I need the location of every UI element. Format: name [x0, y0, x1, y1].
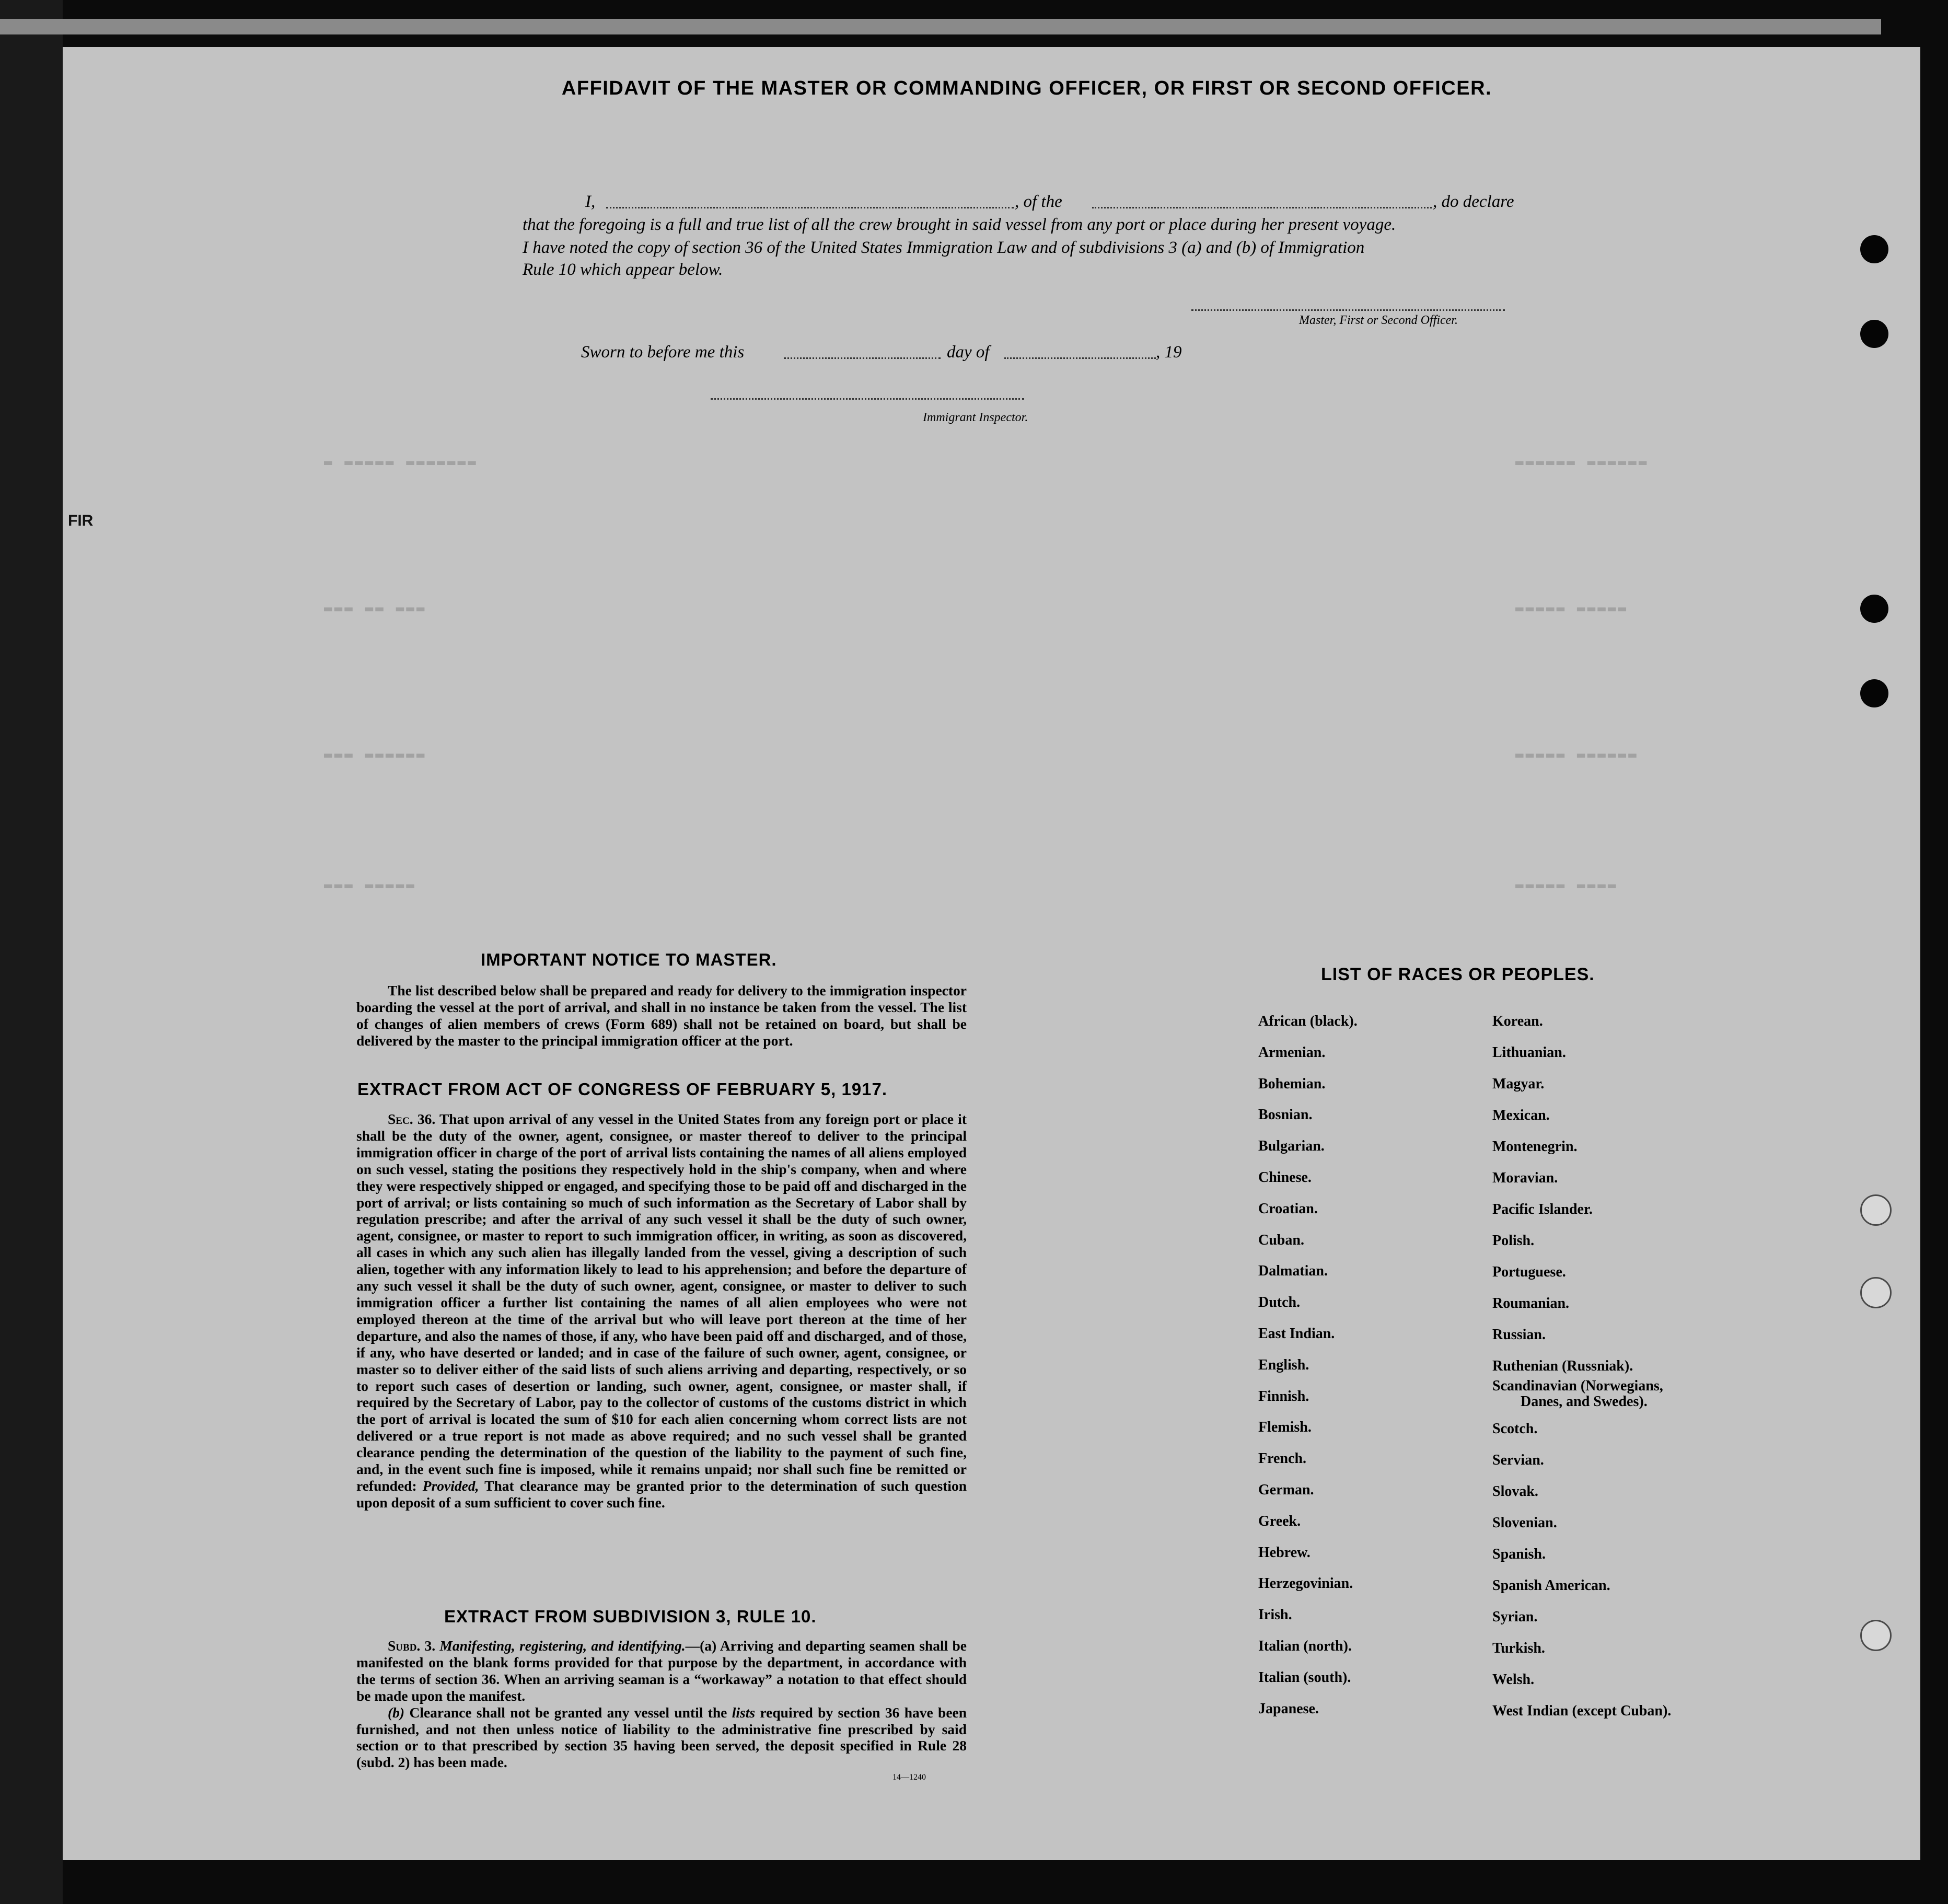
- races-title: LIST OF RACES OR PEOPLES.: [1321, 965, 1595, 984]
- bleed-through-row: ▬▬▬▬▬ ▬▬▬▬▬▬: [1515, 747, 1639, 763]
- sworn-day-blank: [784, 357, 941, 359]
- bleed-through-row: ▬▬▬▬▬ ▬▬▬▬: [1515, 878, 1618, 893]
- race-item: East Indian.: [1258, 1326, 1335, 1342]
- race-item: Polish.: [1492, 1233, 1535, 1249]
- race-item: Bohemian.: [1258, 1075, 1326, 1092]
- race-item: Croatian.: [1258, 1200, 1318, 1217]
- race-item: Greek.: [1258, 1513, 1301, 1529]
- inspector-label: Immigrant Inspector.: [923, 411, 1028, 424]
- race-item: Herzegovinian.: [1258, 1575, 1353, 1592]
- race-item: Hebrew.: [1258, 1544, 1311, 1561]
- race-item: Slovenian.: [1492, 1515, 1557, 1531]
- vessel-blank: [1092, 207, 1432, 208]
- race-item: Scotch.: [1492, 1421, 1538, 1437]
- race-item: Magyar.: [1492, 1076, 1545, 1092]
- race-item: English.: [1258, 1356, 1309, 1373]
- extract-act-text: [356, 1111, 967, 1511]
- margin-text: FIR: [68, 512, 94, 529]
- inspector-signature-line: [711, 398, 1024, 400]
- race-item: Italian (south).: [1258, 1669, 1351, 1686]
- race-item: French.: [1258, 1450, 1307, 1467]
- punch-hole: [1860, 595, 1888, 623]
- punch-hole: [1860, 235, 1888, 263]
- extract-rule-text: [356, 1638, 967, 1771]
- sec-36-paragraph: [356, 1111, 967, 1511]
- race-item: Korean.: [1492, 1013, 1543, 1029]
- punch-hole: [1860, 1194, 1892, 1226]
- punch-hole: [1860, 320, 1888, 348]
- subd-3-paragraph-b: [356, 1704, 967, 1771]
- race-item: Chinese.: [1258, 1169, 1312, 1186]
- important-notice-title: IMPORTANT NOTICE TO MASTER.: [481, 950, 777, 969]
- bleed-through-row: ▬▬▬ ▬▬▬▬▬▬: [324, 747, 427, 763]
- race-item: Bosnian.: [1258, 1107, 1313, 1123]
- sec-36-text-end: That clearance may be granted prior to the determination of such question upon deposit of a sum sufficient to cover such fine.: [356, 1477, 967, 1511]
- race-item: Spanish.: [1492, 1546, 1546, 1562]
- bleed-through-row: ▬ ▬▬▬▬▬ ▬▬▬▬▬▬▬: [324, 455, 478, 470]
- form-number: 14—1240: [892, 1773, 926, 1782]
- race-item: Cuban.: [1258, 1232, 1304, 1248]
- master-label: Master, First or Second Officer.: [1299, 314, 1458, 327]
- subd-3-paragraph-a: [356, 1638, 967, 1704]
- affidavit-line3: I have noted the copy of section 36 of the United States Immigration Law and of subdivisions 3 (a) and (b) of Immigration: [523, 238, 1365, 257]
- sec-36-text: That upon arrival of any vessel in the United States from any foreign port or place it shall be the duty of the owner, agent, consignee, or master thereof to deliver to the principal immigration officer in charge of the port of arrival lists containing the names of all aliens employed on such vessel, stating the positions they respectively hold in the ship's company, when and where they were respectively shipped or engaged, and specifying those to be paid off and discharged in the port of arrival; or lists containing so much of such information as the Secretary of Labor shall by regulation prescribe; and after the arrival of any such vessel it shall be the duty of such owner, agent, consignee, or master to report to such immigration officer, in writing, as soon as discovered, all cases in which any such alien has illegally landed from the vessel, giving a description of such alien, together with any information likely to lead to his apprehension; and before the departure of any such vessel it shall be the duty of such owner, agent, consignee, or master to deliver to such immigration officer a further list containing the names of all alien employees who were not employed thereon at the time of the arrival but who will leave port thereon at the time of her departure, and also the names of those, if any, who have been paid off and discharged, and of those, if any, who have deserted or landed; and in case of the failure of such owner, agent, consignee, or master so to deliver either of the said lists of such aliens arriving and departing, respectively, or so to report such cases of desertion or landing, such owner, agent, consignee, or master shall, if required by the Secretary of Labor, pay to the collector of customs of the customs district in which the port of arrival is located the sum of $10 for each alien concerning whom correct lists are not delivered or a true report is not made as above required; and no such vessel shall be granted clearance pending the determination of the question of the liability to the payment of such fine, and, in the event such fine is imposed, while it remains unpaid; nor shall such fine be remitted or refunded:: [356, 1111, 967, 1494]
- race-item: Portuguese.: [1492, 1264, 1566, 1280]
- race-item: West Indian (except Cuban).: [1492, 1703, 1672, 1719]
- punch-hole: [1860, 1277, 1892, 1308]
- para-b-text-2: required by section 36 have been furnished, and not then unless notice of liability to the administrative fine prescribed by said section or to that prescribed by section 35 having been served, the deposit specified in Rule 28 (subd. 2) has been made.: [356, 1704, 967, 1771]
- race-item: Armenian.: [1258, 1044, 1326, 1061]
- subd-heading: Manifesting, registering, and identifying.: [439, 1638, 686, 1654]
- race-item: Italian (north).: [1258, 1638, 1352, 1654]
- race-item: Flemish.: [1258, 1419, 1312, 1436]
- underlying-sheet-top: [0, 19, 1881, 34]
- sworn-text: Sworn to before me this: [581, 343, 745, 362]
- punch-hole: [1860, 1620, 1892, 1651]
- master-signature-line: [1191, 309, 1505, 311]
- name-blank: [606, 207, 1014, 208]
- affidavit-title: AFFIDAVIT OF THE MASTER OR COMMANDING OFFICER, OR FIRST OR SECOND OFFICER.: [561, 77, 1492, 99]
- affidavit-i: I,: [585, 192, 596, 211]
- bleed-through-row: ▬▬▬ ▬▬ ▬▬▬: [324, 601, 427, 617]
- race-item: Irish.: [1258, 1607, 1292, 1623]
- manifest-page: [63, 47, 1920, 1860]
- race-item: Dutch.: [1258, 1294, 1301, 1311]
- race-item: Roumanian.: [1492, 1295, 1570, 1311]
- bleed-through-row: ▬▬▬▬▬▬ ▬▬▬▬▬▬: [1515, 455, 1649, 470]
- affidavit-line2: that the foregoing is a full and true list of all the crew brought in said vessel from any port or place during her present voyage.: [523, 215, 1396, 234]
- race-item: Welsh.: [1492, 1671, 1535, 1688]
- race-item: Bulgarian.: [1258, 1138, 1325, 1155]
- race-item: Japanese.: [1258, 1700, 1319, 1717]
- race-item: Pacific Islander.: [1492, 1201, 1593, 1217]
- race-item: Turkish.: [1492, 1640, 1545, 1656]
- scanner-edge: [0, 0, 63, 1904]
- race-item: Syrian.: [1492, 1609, 1538, 1625]
- affidavit-of-the: , of the: [1015, 192, 1062, 211]
- race-item: German.: [1258, 1482, 1314, 1498]
- para-b-label: (b): [388, 1704, 405, 1721]
- day-of-text: day of: [947, 343, 990, 362]
- race-item: Dalmatian.: [1258, 1263, 1328, 1280]
- subd-label: Subd. 3.: [388, 1638, 436, 1654]
- race-item: Mexican.: [1492, 1107, 1550, 1123]
- sec-label: Sec. 36.: [388, 1111, 436, 1127]
- race-item: African (black).: [1258, 1013, 1358, 1029]
- race-item: Moravian.: [1492, 1170, 1558, 1186]
- bleed-through-row: ▬▬▬▬▬ ▬▬▬▬▬: [1515, 601, 1629, 617]
- race-item: Slovak.: [1492, 1483, 1538, 1500]
- punch-hole: [1860, 679, 1888, 707]
- race-item: Lithuanian.: [1492, 1044, 1566, 1061]
- subd-3-para-a: —(a) Arriving and departing seamen shall be manifested on the blank forms provided for that purpose by the department, in accordance with the terms of section 36. When an arriving seaman is a “workaway” a notation to that effect should be made upon the manifest.: [356, 1638, 967, 1704]
- important-notice-paragraph: The list described below shall be prepared and ready for delivery to the immigration inspector boarding the vessel at the port of arrival, and shall in no instance be taken from the vessel. The list of changes of alien members of crews (Form 689) shall not be retained on board, but shall be delivered by the master to the principal immigration officer at the port.: [356, 982, 967, 1049]
- para-b-text-1: Clearance shall not be granted any vessel until the: [409, 1704, 727, 1721]
- race-item: Russian.: [1492, 1327, 1546, 1343]
- race-item: Scandinavian (Norwegians,: [1492, 1378, 1663, 1394]
- affidavit-do-declare: , do declare: [1433, 192, 1514, 211]
- race-item: Finnish.: [1258, 1388, 1309, 1404]
- race-item: Danes, and Swedes).: [1521, 1394, 1648, 1410]
- important-notice-text: [356, 982, 967, 1049]
- race-item: Montenegrin.: [1492, 1139, 1578, 1155]
- para-b-lists: lists: [732, 1704, 756, 1721]
- sworn-month-blank: [1004, 357, 1156, 359]
- race-item: Spanish American.: [1492, 1577, 1610, 1594]
- provided-word: Provided,: [422, 1477, 479, 1494]
- race-item: Ruthenian (Russniak).: [1492, 1358, 1633, 1374]
- affidavit-line4: Rule 10 which appear below.: [523, 260, 723, 279]
- extract-rule-title: EXTRACT FROM SUBDIVISION 3, RULE 10.: [444, 1607, 817, 1626]
- bleed-through-row: ▬▬▬ ▬▬▬▬▬: [324, 878, 416, 893]
- race-item: Servian.: [1492, 1452, 1544, 1468]
- extract-act-title: EXTRACT FROM ACT OF CONGRESS OF FEBRUARY 5, 1917.: [357, 1079, 888, 1099]
- year-text: , 19: [1156, 343, 1182, 362]
